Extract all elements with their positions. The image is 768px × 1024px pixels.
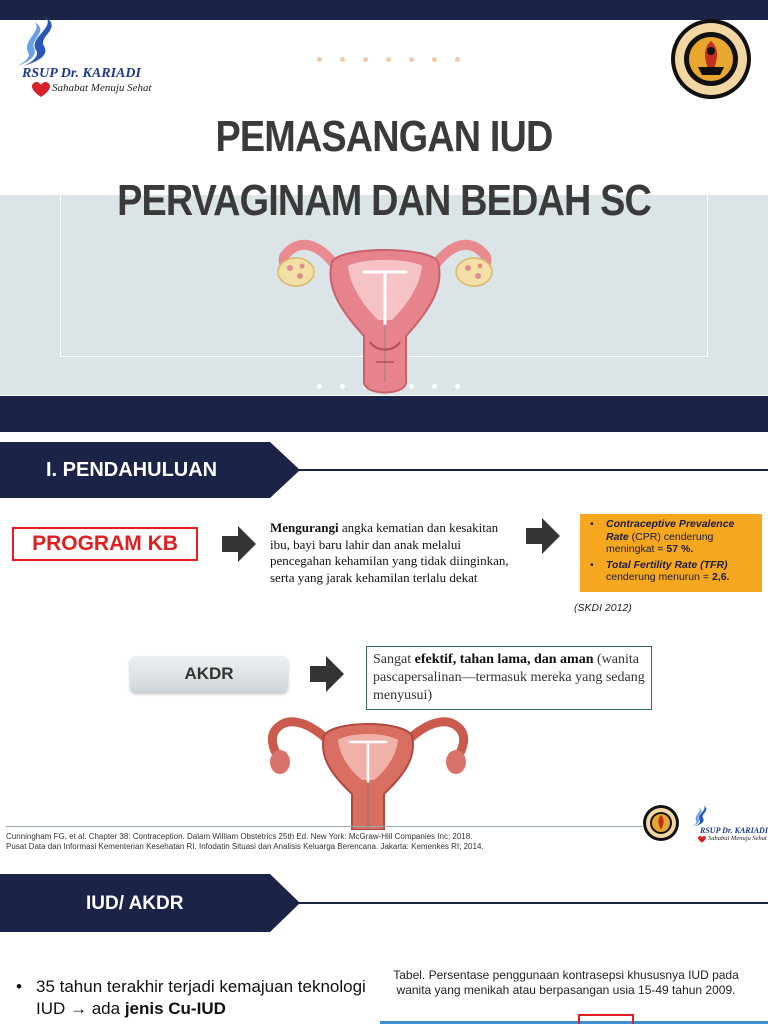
cpr-tfr-box xyxy=(580,514,762,592)
introduction-slide xyxy=(0,432,768,864)
uterus-illustration xyxy=(266,710,470,830)
slide-title-line1: PEMASANGAN IUD xyxy=(215,112,553,161)
arrow-right-icon xyxy=(526,518,560,554)
tfr-item: • Total Fertility Rate (TFR) cenderung menurun = 2,6. xyxy=(590,558,730,583)
kb-purpose-rest: angka kematian dan kesakitan ibu, bayi baru lahir dan anak melalui pencegahan kehamilan yang tidak diinginkan, serta yang jarak kehamilan terlalu dekat xyxy=(270,520,509,585)
iud-akdr-slide xyxy=(0,864,768,1024)
akdr-description: Sangat efektif, tahan lama, dan aman (wanita pascapersalinan—termasuk mereka yang sedang menyusui) xyxy=(366,646,652,710)
kb-purpose-bold: Mengurangi xyxy=(270,520,339,535)
bullet-item: • 35 tahun terakhir terjadi kemajuan teknologi IUD → ada jenis Cu-IUD xyxy=(16,977,366,1018)
reference-1: Cunningham FG, et al. Chapter 38: Contraception. Dalam William Obstetrics 25th Ed. New York: McGraw-Hill Companies Inc; 2018. xyxy=(6,832,473,841)
akdr-label: AKDR xyxy=(130,656,288,692)
slide-title-line2: PERVAGINAM DAN BEDAH SC xyxy=(117,176,651,225)
rs-tagline-small: Sahabat Menuju Sehat xyxy=(708,835,767,842)
heart-icon xyxy=(32,82,50,98)
section-title: IUD/ AKDR xyxy=(86,893,184,914)
references xyxy=(6,832,606,851)
reference-2: Pusat Data dan Informasi Kementerian Kesehatan RI. Infodatin Situasi dan Analisis Keluarga Berencana. Jakarta: Kemenkes RI; 2014. xyxy=(6,841,484,851)
title-slide xyxy=(0,0,768,432)
rsup-kariadi-logo-small xyxy=(690,804,766,846)
header-divider xyxy=(296,902,768,904)
section-title: I. PENDAHULUAN xyxy=(46,459,218,481)
decorative-dots-top xyxy=(317,57,460,62)
undip-seal-small xyxy=(642,804,680,842)
rsup-kariadi-logo xyxy=(14,16,184,100)
table-caption: Tabel. Persentase penggunaan kontrasepsi khususnya IUD pada wanita yang menikah atau berpasangan usia 15-49 tahun 2009. xyxy=(393,968,739,997)
rs-tagline: Sahabat Menuju Sehat xyxy=(52,82,152,94)
rs-name: RSUP Dr. KARIADI xyxy=(22,66,141,81)
cpr-item: • Contraceptive Prevalence Rate (CPR) cenderung meningkat = 57 %. xyxy=(590,518,735,555)
program-kb-label: PROGRAM KB xyxy=(12,527,198,561)
arrow-right-icon xyxy=(310,656,344,692)
arrow-right-icon xyxy=(222,526,256,562)
kb-purpose-text xyxy=(270,520,515,586)
footer-divider xyxy=(6,826,642,827)
uterus-iud-illustration xyxy=(270,232,500,402)
skdi-source: (SKDI 2012) xyxy=(574,602,632,614)
heart-icon xyxy=(698,836,706,843)
header-divider xyxy=(296,469,768,471)
undip-seal-logo xyxy=(668,17,754,101)
rs-name-small: RSUP Dr. KARIADI xyxy=(700,826,768,835)
table-highlight-box xyxy=(578,1014,634,1024)
